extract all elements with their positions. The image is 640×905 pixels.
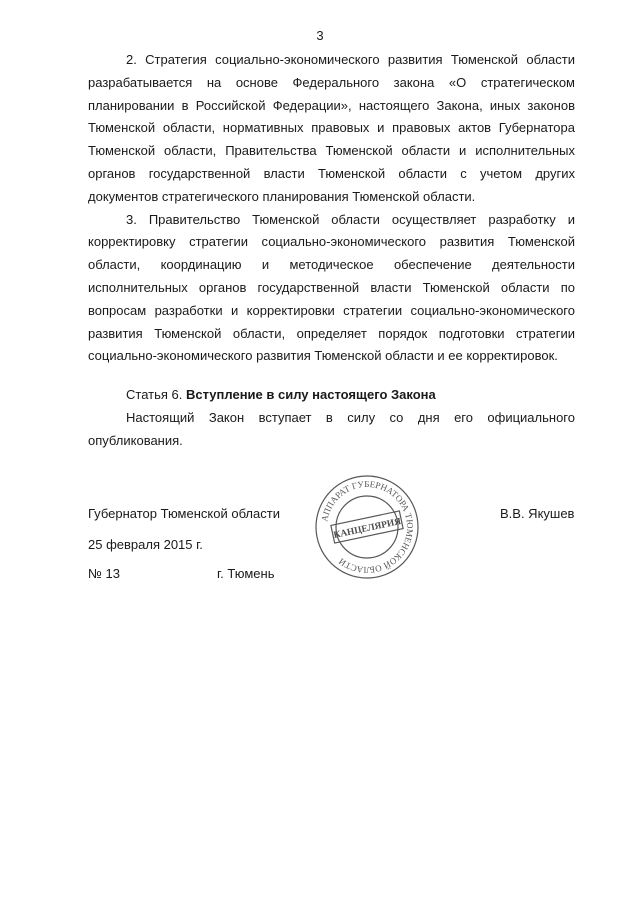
law-date: 25 февраля 2015 г. [88, 537, 203, 552]
paragraph-2: 2. Стратегия социально-экономического развития Тюменской области разрабатывается на основе Федерального закона «О стратегическом планировании в Российской Федерации», настоящего Закона, иных законов Тюменской области, нормативных правовых и правовых актов Губернатора Тюменской области, Правительства Тюменской области и исполнительных органов государственной власти Тюменской области с учетом других документов стратегического планирования Тюменской области. [88, 52, 575, 204]
signatory-name: В.В. Якушев [500, 506, 575, 521]
article-6 [88, 384, 575, 452]
seal-center-text: КАНЦЕЛЯРИЯ [332, 516, 403, 541]
article-number: Статья 6. [126, 387, 183, 403]
law-number: № 13 [88, 566, 121, 581]
office-seal [312, 472, 422, 582]
law-city: г. Тюмень [217, 566, 275, 581]
article-title: Вступление в силу настоящего Закона [186, 387, 436, 403]
article-text: Настоящий Закон вступает в силу со дня его официального опубликования. [88, 409, 575, 448]
document-body [88, 49, 575, 453]
seal-ring-text: АППАРАТ ГУБЕРНАТОРА ТЮМЕНСКОЙ ОБЛАСТИ [319, 478, 416, 576]
article-heading [88, 384, 575, 407]
paragraph-3: 3. Правительство Тюменской области осуществляет разработку и корректировку стратегии социально-экономического развития Тюменской области, координацию и методическое обеспечение деятельности исполнительных органов государственной власти Тюменской области по вопросам разработки и корректировки стратегии социально-экономического развития Тюменской области, определяет порядок подготовки стратегии социально-экономического развития Тюменской области и ее корректировок. [88, 211, 575, 364]
page-number: 3 [316, 28, 324, 43]
signatory-position: Губернатор Тюменской области [88, 506, 280, 521]
